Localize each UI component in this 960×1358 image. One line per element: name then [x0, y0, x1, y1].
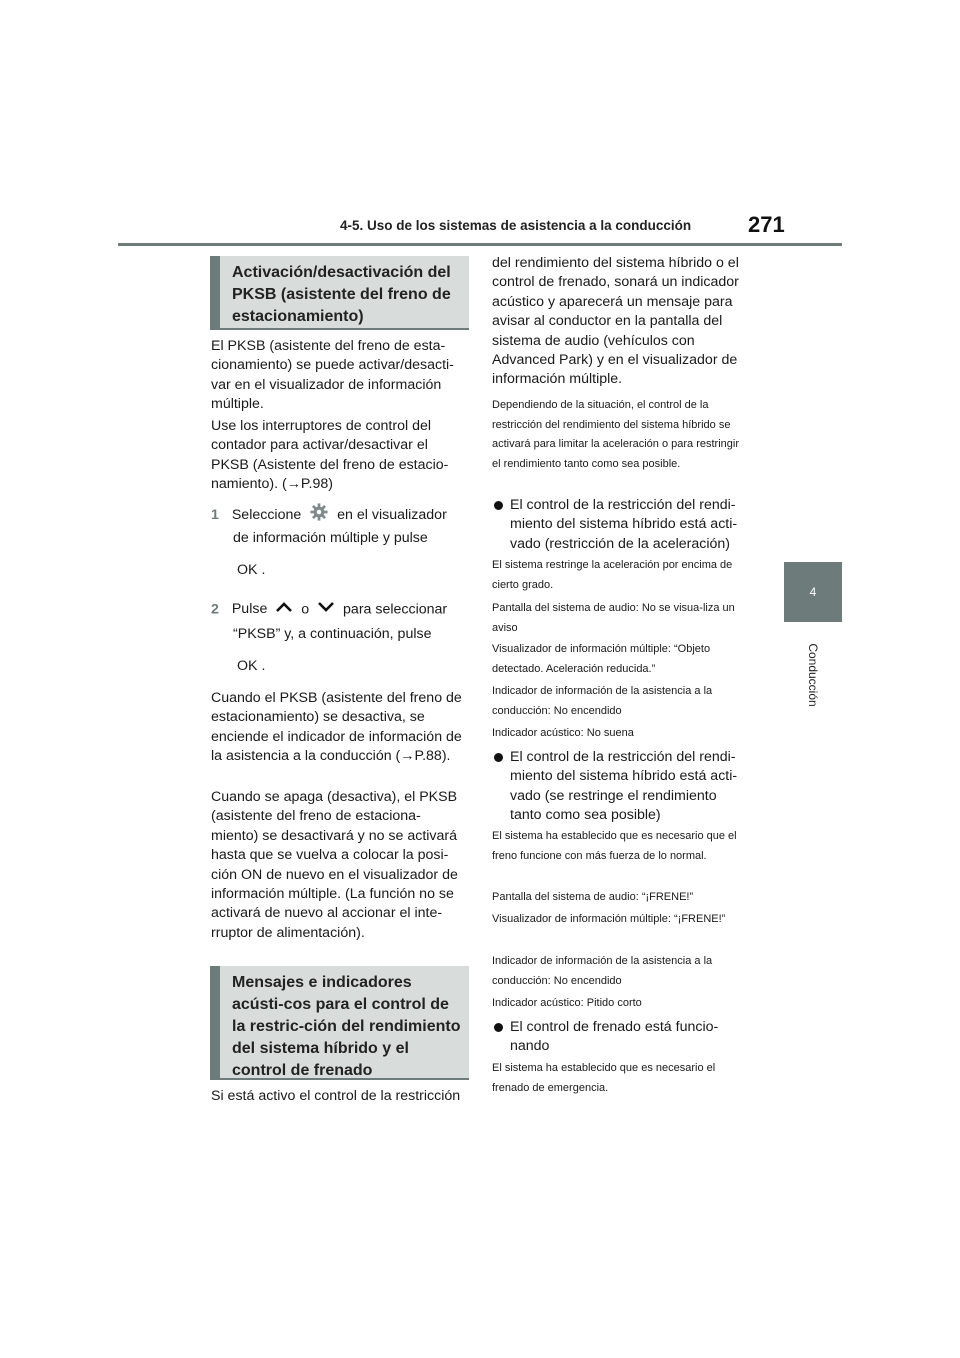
- b2-line-2: Pantalla del sistema de audio: “¡FRENE!”: [492, 891, 694, 903]
- pksb-intro-paragraph: El PKSB (asistente del freno de esta-cionamiento) se puede activar/desacti-var en el visualizador de información múltiple.: [211, 338, 454, 413]
- restriction-active-paragraph: Si está activo el control de la restricción: [211, 1088, 461, 1104]
- bullet-dot: [494, 1023, 503, 1032]
- situation-note: Dependiendo de la situación, el control de la restricción del rendimiento del sistema híbrido se activará para limitar la aceleración o para restringir el rendimiento tanto como sea posible.: [492, 399, 739, 470]
- chevron-up-icon: [275, 600, 293, 619]
- bullet-dot: [494, 501, 503, 510]
- b2-line-5: Indicador acústico: Pitido corto: [492, 997, 642, 1009]
- chapter-tab: 4: [784, 562, 842, 622]
- restriction-continued-paragraph: del rendimiento del sistema híbrido o el control de frenado, sonará un indicador acústico y aparecerá un mensaje para avisar al conductor en la pantalla del sistema de audio (vehículos con Advanced Park) y en el visualizador de información múltiple.: [492, 255, 739, 388]
- bullet-performance-text: El control de la restricción del rendi-miento del sistema híbrido está acti-vado (se restringe el rendimiento tanto como sea posible): [510, 749, 738, 824]
- step-2: [211, 600, 471, 620]
- step-1-text-b: en el visualizador: [337, 506, 447, 523]
- step-2-text-b: para seleccionar: [343, 601, 448, 618]
- gear-icon: [310, 503, 328, 527]
- b2-line-3: Visualizador de información múltiple: “¡FRENE!”: [492, 913, 726, 925]
- bullet-acceleration-restriction: [510, 496, 750, 554]
- pksb-deactivation-paragraph: Cuando se apaga (desactiva), el PKSB (asistente del freno de estaciona-miento) se desactivará y no se activará hasta que se vuelva a colocar la posi-ción ON de nuevo en el visualizador de información múltiple. (La función no se activará de nuevo al accionar el inte-rruptor de alimentación).: [211, 789, 458, 941]
- ok-button-symbol-1: OK .: [237, 562, 266, 578]
- bullet-brake-text: El control de frenado está funcio-nando: [510, 1019, 719, 1055]
- b1-line-4: Indicador de información de la asistencia a la conducción: No encendido: [492, 685, 713, 717]
- step-2-line-2: “PKSB” y, a continuación, pulse: [233, 626, 432, 642]
- header-section-title: 4-5. Uso de los sistemas de asistencia a la conducción: [340, 218, 692, 233]
- page-number: 271: [748, 212, 785, 237]
- bullet-brake-control: [510, 1018, 750, 1057]
- step-2-number: 2: [211, 601, 219, 618]
- bullet-acceleration-text: El control de la restricción del rendi-miento del sistema híbrido está acti-vado (restricción de la aceleración): [510, 497, 738, 552]
- step-1-line-2: de información múltiple y pulse: [233, 530, 428, 546]
- b1-line-2: Pantalla del sistema de audio: No se visua-liza un aviso: [492, 602, 735, 634]
- b3-line-1: El sistema ha establecido que es necesario el frenado de emergencia.: [492, 1062, 716, 1094]
- step-1-number: 1: [211, 506, 219, 523]
- bullet-performance-restriction: [510, 748, 750, 826]
- pksb-off-indicator-paragraph: Cuando el PKSB (asistente del freno de estacionamiento) se desactiva, se enciende el indicador de información de la asistencia a la conducción (→P.88).: [211, 690, 462, 765]
- b2-line-4: Indicador de información de la asistencia a la conducción: No encendido: [492, 955, 713, 987]
- bullet-dot: [494, 753, 503, 762]
- b1-line-5: Indicador acústico: No suena: [492, 727, 634, 739]
- section-heading-messages: Mensajes e indicadores acústi-cos para el control de la restric-ción del rendimiento del sistema híbrido y el control de frenado: [210, 966, 469, 1080]
- chapter-label: Conducción: [806, 643, 820, 707]
- step-2-text-a: Pulse: [231, 601, 268, 618]
- section-heading-pksb: Activación/desactivación del PKSB (asistente del freno de estacionamiento): [210, 256, 469, 330]
- b1-line-3: Visualizador de información múltiple: “Objeto detectado. Aceleración reducida.”: [492, 643, 711, 675]
- b1-line-1: El sistema restringe la aceleración por encima de cierto grado.: [492, 559, 733, 591]
- step-1-text-a: Seleccione: [231, 506, 302, 523]
- b2-line-1: El sistema ha establecido que es necesario que el freno funcione con más fuerza de lo normal.: [492, 830, 737, 862]
- step-2-or: o: [301, 601, 310, 618]
- header-rule: [118, 243, 842, 246]
- ok-button-symbol-2: OK .: [237, 658, 266, 674]
- step-1: [211, 503, 471, 527]
- pksb-switch-paragraph: Use los interruptores de control del contador para activar/desactivar el PKSB (Asistente del freno de estacio-namiento). (→P.98): [211, 418, 449, 493]
- chevron-down-icon: [317, 600, 335, 619]
